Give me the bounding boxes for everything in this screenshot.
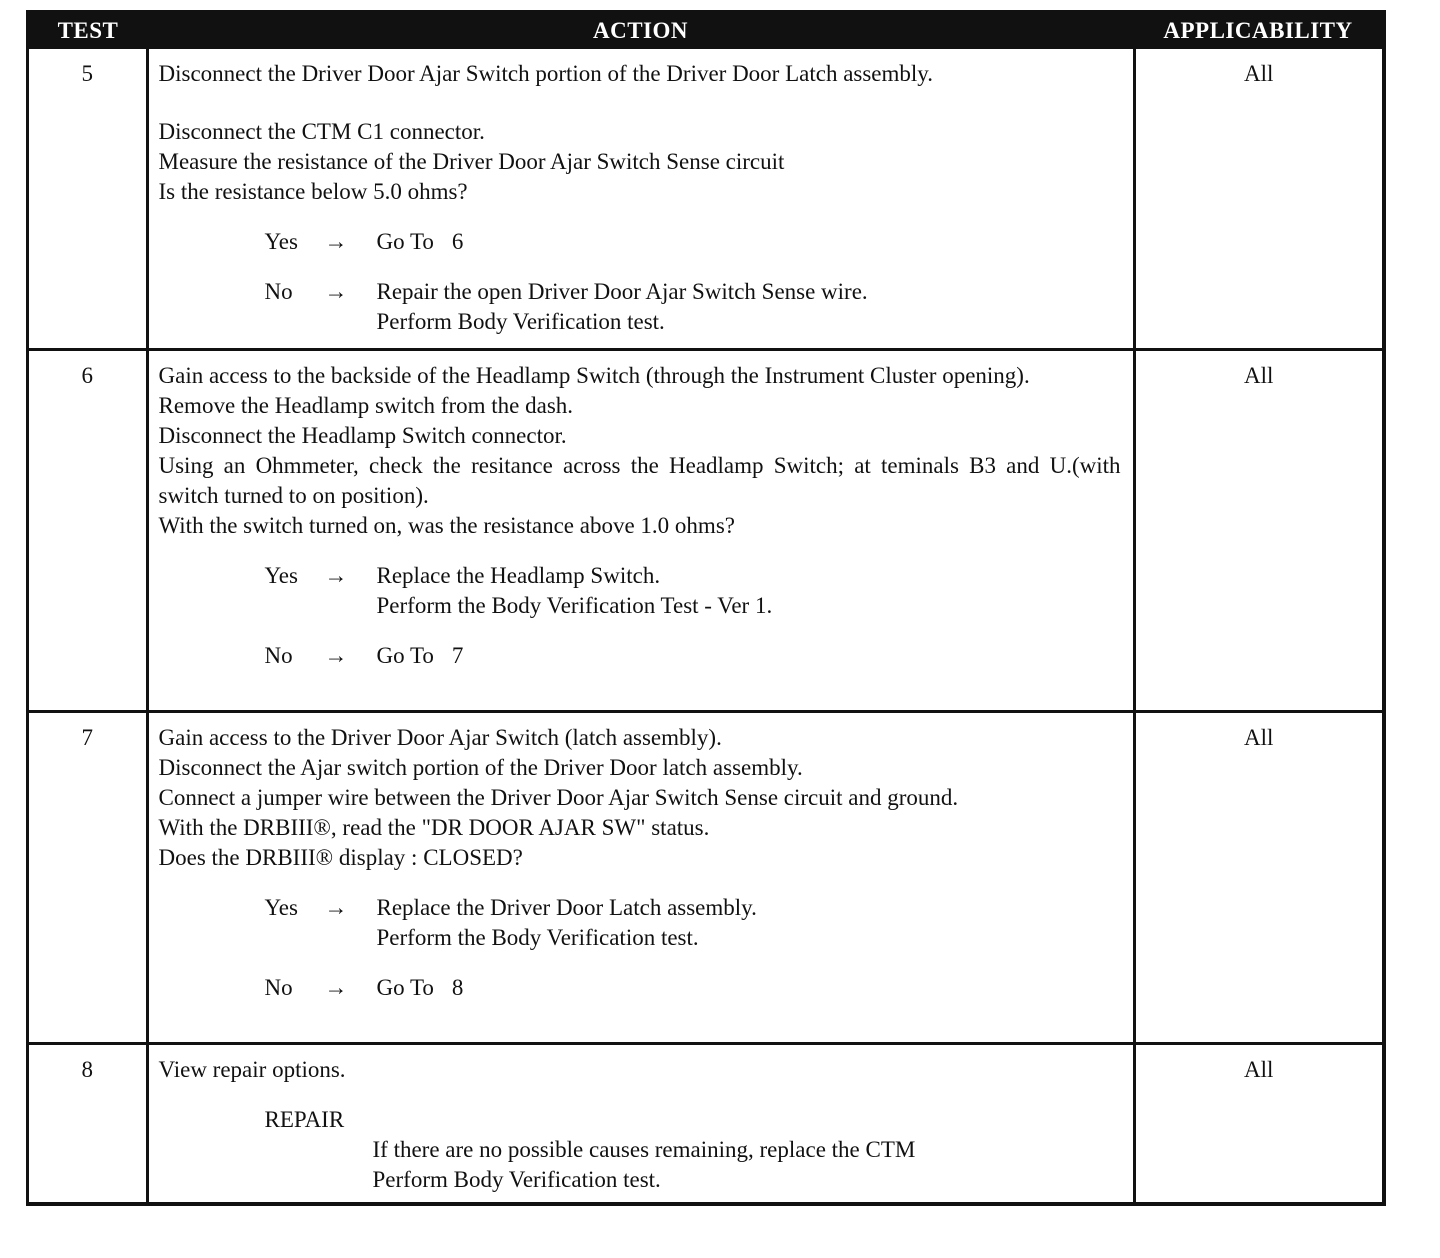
action-line: Gain access to the backside of the Headlamp Switch (through the Instrument Cluster opening). (158, 362, 1030, 388)
action-cell (147, 349, 1134, 711)
action-line: View repair options. (158, 1056, 346, 1082)
applicability-value: All (1134, 349, 1382, 711)
arrow-icon: → (324, 562, 348, 588)
yes-label: Yes (264, 894, 298, 920)
action-line: Gain access to the Driver Door Ajar Switch (latch assembly). (158, 724, 722, 750)
result-line: Perform the Body Verification Test - Ver 1. (376, 592, 773, 618)
result-line: Replace the Driver Door Latch assembly. (376, 894, 757, 920)
action-line: Using an Ohmmeter, check the resitance across the Headlamp Switch; at teminals B3 and U.(with switch turned to on position). (158, 452, 1121, 508)
goto-result: Go To 6 (376, 229, 464, 254)
applicability-value: All (1134, 711, 1382, 1043)
diagnostic-table-page (26, 10, 1386, 1206)
result-line: Perform Body Verification test. (376, 309, 665, 334)
no-option (265, 973, 1127, 1003)
no-option (265, 277, 1127, 337)
header-action: ACTION (147, 13, 1134, 49)
no-label: No (264, 974, 293, 1000)
goto-result: Go To 7 (376, 642, 464, 668)
no-label: No (264, 279, 293, 304)
header-applicability: APPLICABILITY (1134, 13, 1382, 49)
action-line: Measure the resistance of the Driver Door Ajar Switch Sense circuit (158, 149, 785, 174)
applicability-value: All (1134, 1043, 1382, 1203)
table-header-row (29, 13, 1382, 49)
yes-option (265, 561, 1127, 621)
result-line: Replace the Headlamp Switch. (376, 562, 661, 588)
no-option (265, 641, 1127, 671)
result-line: Repair the open Driver Door Ajar Switch Sense wire. (376, 279, 868, 304)
header-test: TEST (29, 13, 147, 49)
table-row-test-6 (29, 349, 1382, 711)
action-line: Disconnect the Driver Door Ajar Switch portion of the Driver Door Latch assembly. (158, 61, 934, 86)
action-line: Remove the Headlamp switch from the dash. (158, 392, 574, 418)
test-number: 7 (29, 711, 147, 1043)
repair-line: Perform Body Verification test. (372, 1166, 661, 1192)
arrow-icon: → (324, 229, 348, 254)
action-line: With the DRBIII®, read the "DR DOOR AJAR SW" status. (158, 814, 710, 840)
yes-label: Yes (264, 562, 298, 588)
test-number: 6 (29, 349, 147, 711)
action-cell (147, 711, 1134, 1043)
table-row-test-5 (29, 49, 1382, 349)
action-line: Disconnect the CTM C1 connector. (158, 119, 485, 144)
applicability-value: All (1244, 61, 1274, 86)
arrow-icon: → (324, 642, 348, 668)
arrow-icon: → (324, 279, 348, 304)
goto-result: Go To 8 (376, 974, 464, 1000)
table-row-test-7 (29, 711, 1382, 1043)
arrow-icon: → (324, 974, 348, 1000)
yes-option (265, 893, 1127, 953)
test-number: 5 (29, 49, 147, 349)
result-line: Perform the Body Verification test. (376, 924, 699, 950)
no-label: No (264, 642, 293, 668)
repair-line: If there are no possible causes remaining, replace the CTM (372, 1136, 916, 1162)
yes-label: Yes (264, 229, 298, 254)
repair-label: REPAIR (264, 1106, 345, 1132)
action-line: Connect a jumper wire between the Driver Door Ajar Switch Sense circuit and ground. (158, 784, 959, 810)
action-line: With the switch turned on, was the resistance above 1.0 ohms? (158, 512, 735, 538)
action-cell (147, 1043, 1134, 1203)
arrow-icon: → (324, 894, 348, 920)
table-row-test-8 (29, 1043, 1382, 1203)
test-number: 8 (29, 1043, 147, 1203)
action-cell (147, 49, 1134, 349)
action-line: Disconnect the Headlamp Switch connector. (158, 422, 567, 448)
yes-option (265, 227, 1127, 257)
diagnostic-test-table (29, 13, 1382, 1203)
action-line: Disconnect the Ajar switch portion of the Driver Door latch assembly. (158, 754, 803, 780)
action-line: Is the resistance below 5.0 ohms? (158, 179, 468, 204)
action-line: Does the DRBIII® display : CLOSED? (158, 844, 523, 870)
